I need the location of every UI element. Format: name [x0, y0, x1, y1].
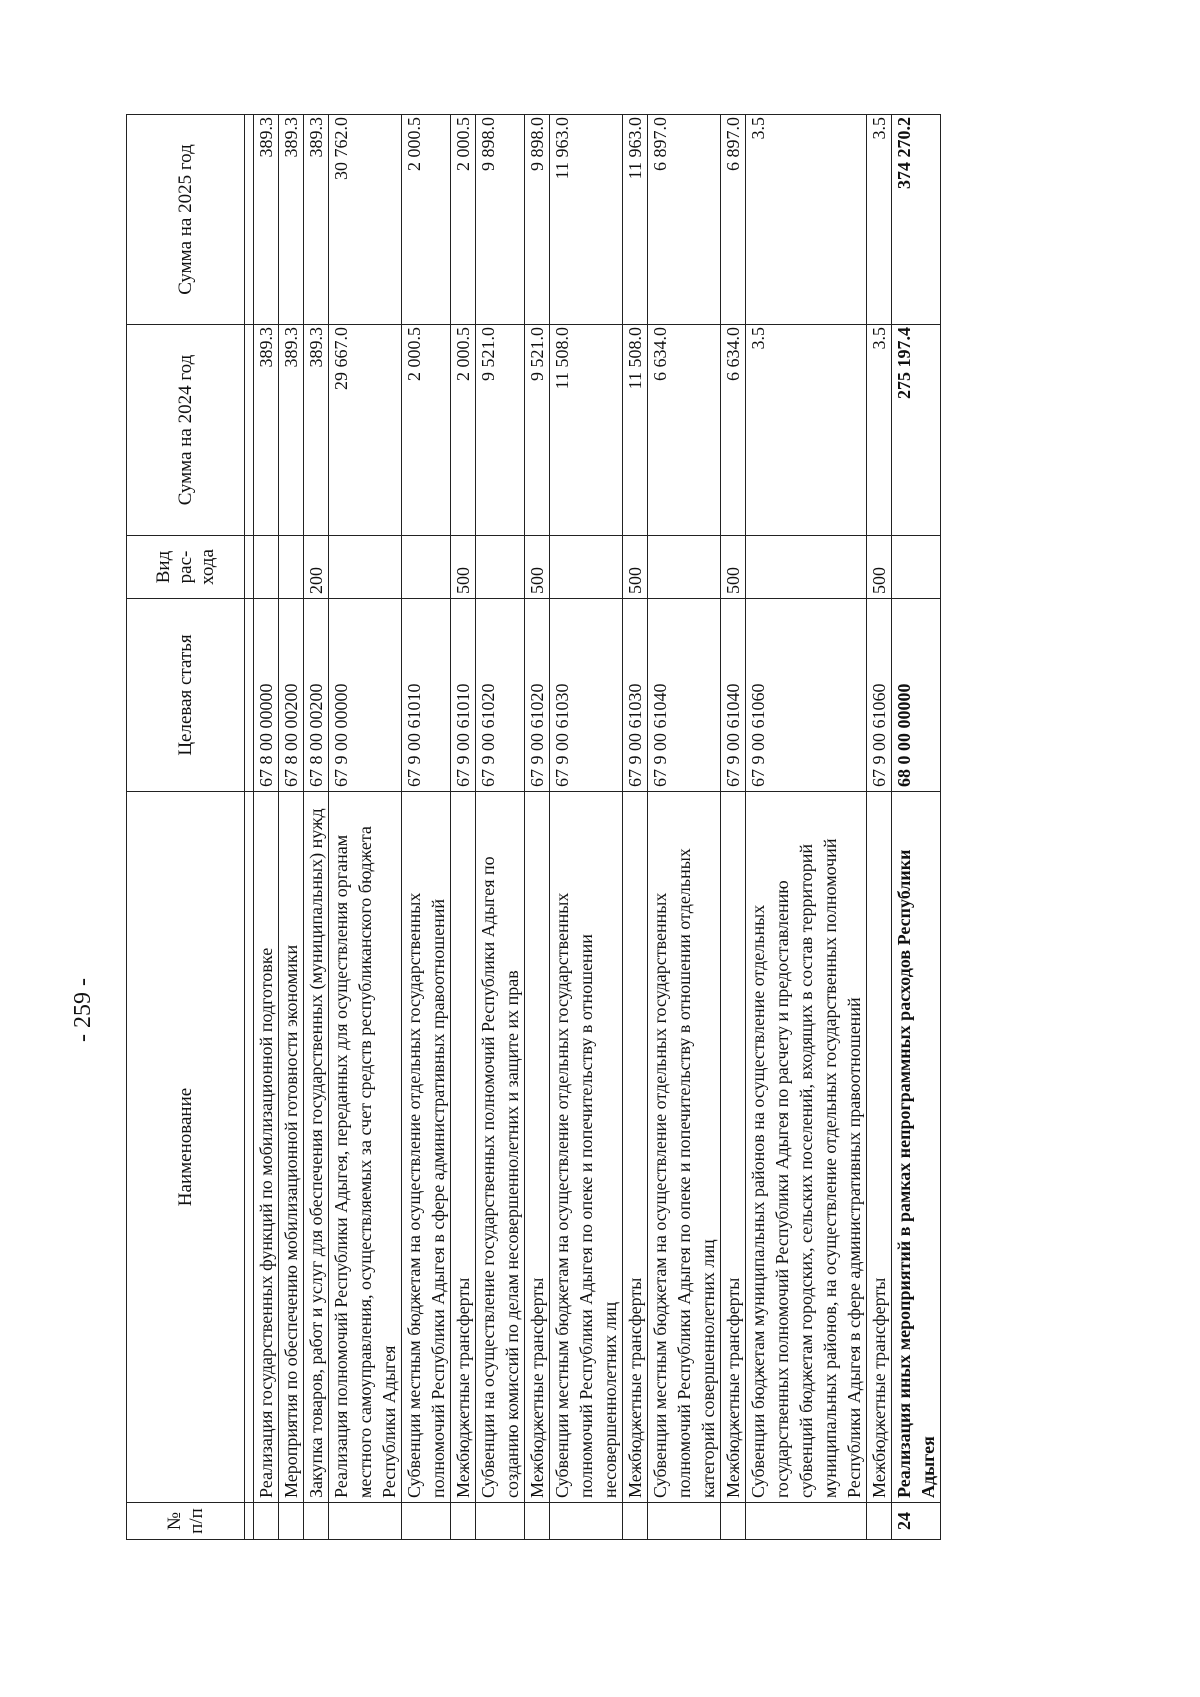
row-number	[254, 1503, 279, 1540]
row-sum-2025: 11 963.0	[623, 115, 648, 325]
row-target-code: 67 8 00 00000	[254, 599, 279, 792]
row-expense-type: 500	[525, 536, 550, 599]
row-target-code: 67 9 00 61020	[476, 599, 525, 792]
table-row	[550, 115, 623, 1540]
row-target-code: 67 9 00 61030	[550, 599, 623, 792]
row-sum-2025: 6 897.0	[721, 115, 746, 325]
row-expense-type: 500	[721, 536, 746, 599]
page-number: - 259 -	[70, 978, 96, 1042]
row-name: Субвенции местным бюджетам на осуществление отдельных государственных полномочий Республики Адыгея в сфере административных правоотношений	[402, 792, 451, 1503]
row-target-code: 67 9 00 61060	[746, 599, 867, 792]
table-row	[451, 115, 476, 1540]
row-name: Субвенции бюджетам муниципальных районов на осуществление отдельных государственных полномочий Республики Адыгея по расчету и предоставлению субвенций бюджетам городских, сельских поселений, входящих в состав территорий муниципальных районов, на осуществление отдельных государственных полномочий Республики Адыгея в сфере административных правоотношений	[746, 792, 867, 1503]
row-sum-2025: 389.3	[304, 115, 329, 325]
row-expense-type	[550, 536, 623, 599]
row-name: Субвенции местным бюджетам на осуществление отдельных государственных полномочий Республики Адыгея по опеке и попечительству в отношении несовершеннолетних лиц	[550, 792, 623, 1503]
table-row	[746, 115, 867, 1540]
row-expense-type	[476, 536, 525, 599]
table-row	[892, 115, 941, 1540]
row-expense-type	[279, 536, 304, 599]
row-target-code: 67 9 00 61010	[402, 599, 451, 792]
header-sum-2024: Сумма на 2024 год	[127, 325, 245, 536]
row-sum-2024: 11 508.0	[550, 325, 623, 536]
row-number	[304, 1503, 329, 1540]
row-number	[329, 1503, 402, 1540]
row-sum-2024: 389.3	[279, 325, 304, 536]
row-target-code: 67 9 00 61060	[867, 599, 892, 792]
row-sum-2024: 275 197.4	[892, 325, 941, 536]
table-row	[329, 115, 402, 1540]
row-number	[279, 1503, 304, 1540]
row-name: Реализация иных мероприятий в рамках непрограммных расходов Республики Адыгея	[892, 792, 941, 1503]
row-number	[525, 1503, 550, 1540]
row-sum-2024: 6 634.0	[648, 325, 721, 536]
row-expense-type	[746, 536, 867, 599]
row-sum-2025: 374 270.2	[892, 115, 941, 325]
table-row	[867, 115, 892, 1540]
row-sum-2024: 9 521.0	[525, 325, 550, 536]
spacer-cell	[245, 599, 254, 792]
row-sum-2024: 9 521.0	[476, 325, 525, 536]
row-sum-2024: 389.3	[304, 325, 329, 536]
row-expense-type	[892, 536, 941, 599]
row-target-code: 67 9 00 61020	[525, 599, 550, 792]
row-sum-2025: 3.5	[746, 115, 867, 325]
table-row	[304, 115, 329, 1540]
row-number	[648, 1503, 721, 1540]
header-code: Целевая статья	[127, 599, 245, 792]
table-header	[127, 115, 245, 1540]
row-sum-2024: 3.5	[867, 325, 892, 536]
table-body	[245, 115, 941, 1540]
row-number	[402, 1503, 451, 1540]
row-sum-2025: 9 898.0	[525, 115, 550, 325]
row-sum-2024: 2 000.5	[451, 325, 476, 536]
row-sum-2024: 6 634.0	[721, 325, 746, 536]
row-expense-type	[254, 536, 279, 599]
row-target-code: 67 9 00 61030	[623, 599, 648, 792]
row-expense-type: 200	[304, 536, 329, 599]
row-sum-2025: 2 000.5	[451, 115, 476, 325]
row-name: Межбюджетные трансферты	[525, 792, 550, 1503]
row-number	[623, 1503, 648, 1540]
row-sum-2025: 11 963.0	[550, 115, 623, 325]
row-target-code: 67 9 00 61040	[648, 599, 721, 792]
table-row	[623, 115, 648, 1540]
row-sum-2025: 389.3	[279, 115, 304, 325]
row-sum-2024: 29 667.0	[329, 325, 402, 536]
row-sum-2025: 9 898.0	[476, 115, 525, 325]
row-expense-type: 500	[451, 536, 476, 599]
row-target-code: 67 8 00 00200	[279, 599, 304, 792]
row-name: Реализация полномочий Республики Адыгея, переданных для осуществления органам местного самоуправления, осуществляемых за счет средств республиканского бюджета Республики Адыгея	[329, 792, 402, 1503]
row-sum-2025: 30 762.0	[329, 115, 402, 325]
row-expense-type: 500	[867, 536, 892, 599]
spacer-cell	[245, 792, 254, 1503]
table-row	[402, 115, 451, 1540]
row-number	[476, 1503, 525, 1540]
header-vid: Вид рас-хода	[127, 536, 245, 599]
row-sum-2025: 2 000.5	[402, 115, 451, 325]
header-name: Наименование	[127, 792, 245, 1503]
budget-table	[126, 114, 941, 1540]
table-row	[648, 115, 721, 1540]
row-name: Межбюджетные трансферты	[721, 792, 746, 1503]
row-target-code: 67 9 00 61040	[721, 599, 746, 792]
row-number	[451, 1503, 476, 1540]
spacer-cell	[245, 1503, 254, 1540]
row-target-code: 67 8 00 00200	[304, 599, 329, 792]
row-sum-2024: 3.5	[746, 325, 867, 536]
row-sum-2024: 2 000.5	[402, 325, 451, 536]
header-sum-2025: Сумма на 2025 год	[127, 115, 245, 325]
table-spacer-row	[245, 115, 254, 1540]
row-name: Мероприятия по обеспечению мобилизационной готовности экономики	[279, 792, 304, 1503]
row-name: Межбюджетные трансферты	[623, 792, 648, 1503]
table-row	[254, 115, 279, 1540]
spacer-cell	[245, 115, 254, 325]
row-name: Реализация государственных функций по мобилизационной подготовке	[254, 792, 279, 1503]
row-number	[550, 1503, 623, 1540]
table-row	[279, 115, 304, 1540]
spacer-cell	[245, 536, 254, 599]
row-number	[721, 1503, 746, 1540]
header-no: № п/п	[127, 1503, 245, 1540]
row-number	[867, 1503, 892, 1540]
rotated-page-content	[126, 115, 1062, 1540]
row-number	[746, 1503, 867, 1540]
row-expense-type: 500	[623, 536, 648, 599]
row-sum-2025: 389.3	[254, 115, 279, 325]
row-sum-2025: 6 897.0	[648, 115, 721, 325]
row-target-code: 67 9 00 61010	[451, 599, 476, 792]
row-name: Межбюджетные трансферты	[867, 792, 892, 1503]
spacer-cell	[245, 325, 254, 536]
table-row	[721, 115, 746, 1540]
row-sum-2024: 11 508.0	[623, 325, 648, 536]
row-name: Субвенции местным бюджетам на осуществление отдельных государственных полномочий Республики Адыгея по опеке и попечительству в отношении отдельных категорий совершеннолетних лиц	[648, 792, 721, 1503]
row-name: Субвенции на осуществление государственных полномочий Республики Адыгея по созданию комиссий по делам несовершеннолетних и защите их прав	[476, 792, 525, 1503]
table-row	[476, 115, 525, 1540]
row-target-code: 68 0 00 00000	[892, 599, 941, 792]
row-target-code: 67 9 00 00000	[329, 599, 402, 792]
row-expense-type	[648, 536, 721, 599]
row-sum-2025: 3.5	[867, 115, 892, 325]
row-name: Межбюджетные трансферты	[451, 792, 476, 1503]
row-name: Закупка товаров, работ и услуг для обеспечения государственных (муниципальных) нужд	[304, 792, 329, 1503]
row-expense-type	[329, 536, 402, 599]
row-number: 24	[892, 1503, 941, 1540]
row-expense-type	[402, 536, 451, 599]
row-sum-2024: 389.3	[254, 325, 279, 536]
table-row	[525, 115, 550, 1540]
